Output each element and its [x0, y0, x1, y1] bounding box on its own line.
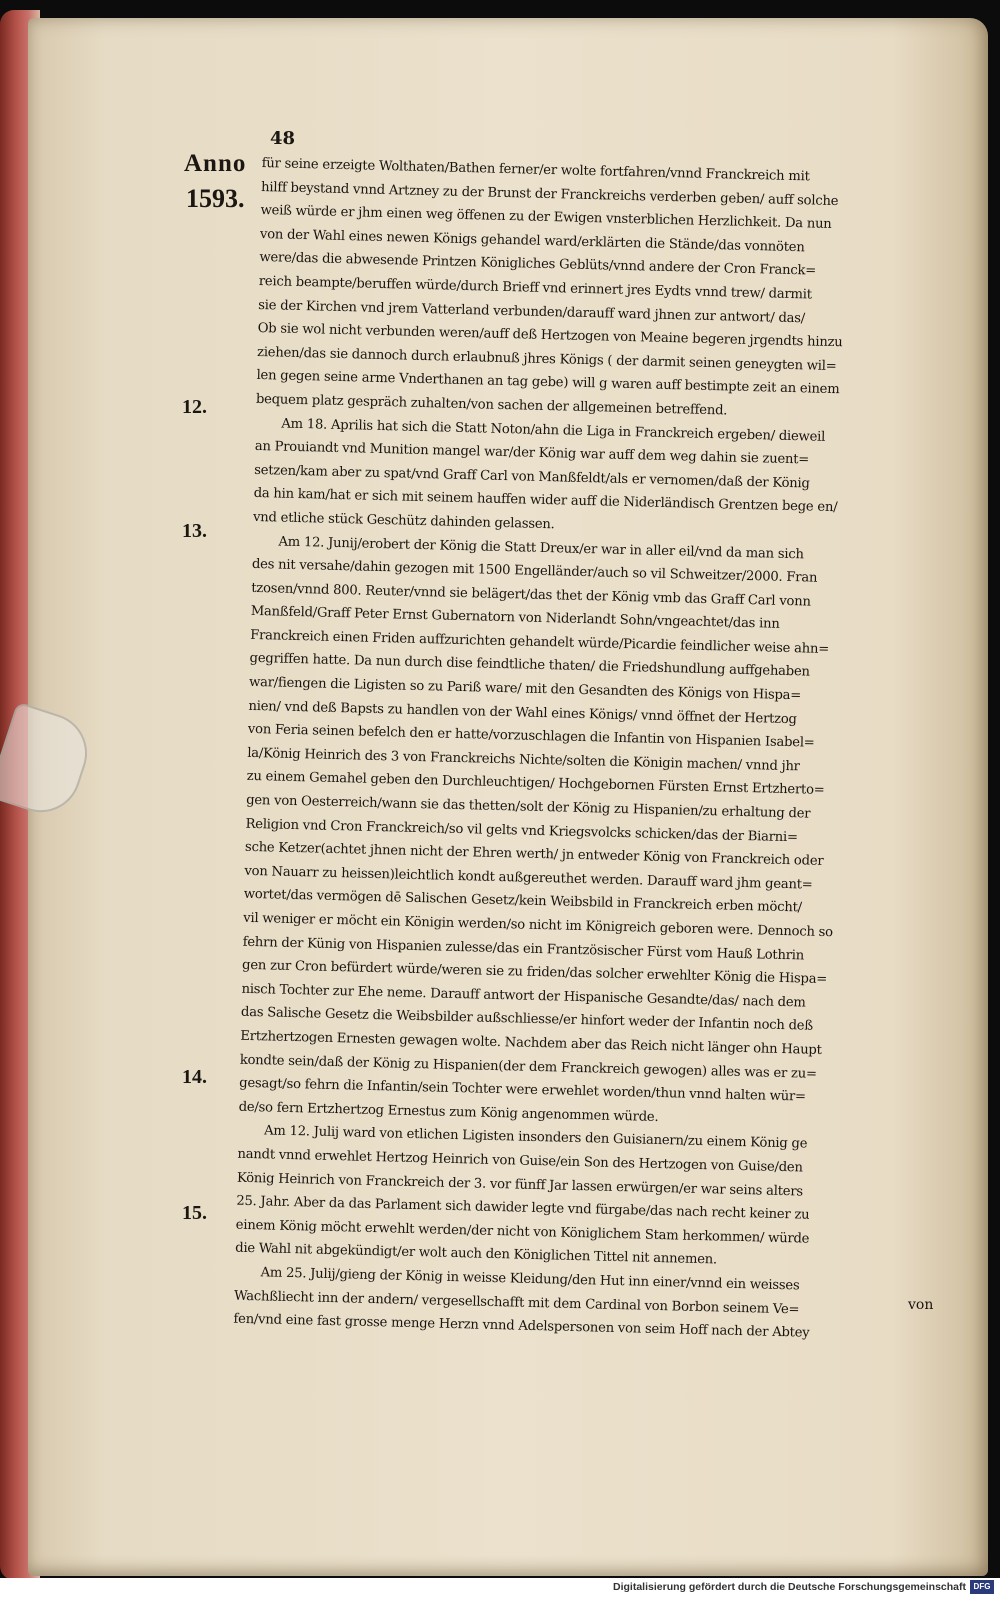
text-line: reich beampte/beruffen würde/durch Brieff vnd erinnert jres Eydts vnnd trew/ darmit: [258, 273, 812, 303]
text-line: tzosen/vnnd 800. Reuter/vnnd sie belägert/das thet der König vmb das Graff Carl vonn: [251, 580, 811, 610]
text-line: vnd etliche stück Geschütz dahinden gelassen.: [252, 509, 555, 533]
text-line: von Feria seinen befelch den er hatte/vorzuschlagen die Infantin von Hispanien Isabel=: [247, 722, 815, 751]
text-line: kondte sein/daß der König zu Hispanien(der dem Franckreich gewogen) alles was er zu=: [239, 1052, 817, 1082]
text-line: setzen/kam aber zu spat/vnd Graff Carl von Manßfeldt/als er vernomen/daß der König: [254, 462, 810, 492]
page-number: 48: [270, 128, 296, 149]
text-line: die Wahl nit abgekündigt/er wolt auch den Königlichen Tittel nit annemen.: [235, 1240, 718, 1268]
text-line: nien/ vnd deß Bapsts zu handlen von der Wahl eines Königs/ vnnd öffnet der Hertzog: [248, 698, 797, 727]
text-line: hilff beystand vnnd Artzney zu der Brunst der Franckreichs verderben geben/ auff solche: [260, 179, 839, 209]
body-text: [233, 152, 954, 1348]
text-line: fen/vnd eine fast grosse menge Herzn vnnd Adelspersonen von seim Hoff nach der Abtey: [233, 1311, 810, 1341]
text-line: gen von Oesterreich/wann sie das thetten/solt der König zu Hispanien/zu erhaltung der: [245, 792, 811, 822]
text-line: war/fiengen die Ligisten so zu Pariß ware/ mit den Gesandten des Königs von Hispa=: [248, 674, 802, 704]
text-line: bequem platz gespräch zuhalten/von sachen der allgemeinen betreffend.: [255, 391, 728, 419]
text-line: sche Ketzer(achtet jhnen nicht der Ehren werth/ jn entweder König von Franckreich oder: [244, 840, 824, 870]
text-line: Ob sie wol nicht verbunden weren/auff deß Hertzogen von Meaine begeren jrgendts hinzu: [257, 321, 843, 351]
text-line: Wachßliecht inn der andern/ vergesellschafft mit dem Cardinal von Borbon seinem Ve=: [233, 1288, 800, 1317]
text-line: Manßfeld/Graff Peter Ernst Gubernatorn von Niderlandt Sohn/vngeachtet/das inn: [250, 604, 780, 633]
text-line: von Nauarr zu heissen)leichtlich kondt außgereuthet werden. Darauff ward jhm geant=: [244, 863, 813, 893]
text-line: das Salische Gesetz die Weibsbilder außschliesse/er hinfort weder der Infantin noch deß: [240, 1005, 814, 1035]
catchword: von: [908, 1297, 934, 1313]
text-line: len gegen seine arme Vnderthanen an tag gebe) will g waren auff bestimpte zeit an einem: [256, 368, 840, 398]
text-line: weiß würde er jhm einen weg öffenen zu der Ewigen vnsterblichen Herzlichkeit. Da nun: [260, 203, 832, 233]
text-line: ziehen/das sie dannoch durch erlaubnuß jhres Königs ( der darmit seinen geneygten wil=: [256, 344, 837, 374]
text-line: Ertzhertzogen Ernesten gewagen wolte. Nachdem aber das Reich nicht länger ohn Haupt: [240, 1028, 822, 1058]
text-line: gen zur Cron befürdert würde/weren sie zu friden/das solcher erwehlter König die Hispa=: [241, 957, 828, 988]
footer-credit: Digitalisierung gefördert durch die Deutsche Forschungsgemeinschaft: [613, 1581, 966, 1593]
text-line: nisch Tochter zur Ehe neme. Darauff antwort der Hispanische Gesandte/das/ nach dem: [241, 981, 806, 1011]
text-line: an Prouiandt vnd Munition mangel war/der König war auff dem weg dahin sie zuent=: [254, 439, 810, 468]
text-line: gesagt/so fehrn die Infantin/sein Tochter were erwehlet worden/thun vnnd halten wür=: [239, 1075, 806, 1105]
text-line: were/das die abwesende Printzen Königliches Geblüts/vnnd andere der Cron Franck=: [259, 250, 817, 279]
text-line: König Heinrich von Franckreich der 3. vor fünff Jar lassen erwürgen/er war seins alters: [236, 1170, 804, 1200]
text-line: einem König möcht erwehlt werden/der nicht von Königlichem Stam herkommen/ würde: [235, 1217, 810, 1247]
text-line: de/so fern Ertzhertzog Ernestus zum König angenommen würde.: [238, 1099, 659, 1125]
text-line: des nit versahe/dahin gezogen mit 1500 Engelländer/auch so vil Schweitzer/2000. Fran: [251, 556, 818, 586]
text-line: nandt vnnd erwehlet Hertzog Heinrich von Guise/ein Son des Hertzogen von Guise/den: [237, 1146, 803, 1176]
text-line: sie der Kirchen vnd jrem Vatterland verbunden/darauff ward jhnen zur antwort/ das/: [258, 297, 806, 326]
text-line: wortet/das vermögen dē Salischen Gesetz/kein Weibsbild in Franckreich erben möcht/: [243, 887, 802, 916]
marginal-number-15: 15.: [182, 1202, 207, 1224]
text-line: Am 12. Junij/erobert der König die Statt Dreux/er war in aller eil/vnd da man sich: [278, 534, 804, 562]
text-line: vil weniger er möcht ein Königin werden/so nicht im Königreich geboren were. Dennoch so: [243, 910, 834, 941]
text-line: Franckreich einen Friden auffzurichten gehandelt würde/Picardie feindlicher weise ahn=: [250, 627, 830, 657]
text-line: la/König Heinrich des 3 von Franckreichs Nichte/solten die Königin machen/ vnnd jhr: [247, 745, 800, 775]
marginal-number-12: 12.: [182, 396, 207, 418]
anno-label: Anno: [184, 150, 247, 177]
text-line: von der Wahl eines newen Königs gehandel ward/erklärten die Stände/das vonnöten: [259, 226, 805, 256]
year-label: 1593.: [186, 184, 245, 213]
text-line: für seine erzeigte Wolthaten/Bathen ferner/er wolte fortfahren/vnnd Franckreich mit: [261, 155, 810, 185]
text-line: zu einem Gemahel geben den Durchleuchtigen/ Hochgebornen Fürsten Ernst Ertzherto=: [246, 769, 825, 799]
text-line: gegriffen hatte. Da nun durch dise feindtliche thaten/ die Friedshundlung auffgehaben: [249, 651, 810, 681]
text-line: fehrn der Künig von Hispanien zulesse/das ein Frantzösischer Fürst vom Hauß Lothrin: [242, 934, 805, 964]
text-line: 25. Jahr. Aber da das Parlament sich dawider legte vnd fürgabe/das nach recht keiner zu: [236, 1193, 810, 1223]
text-line: Religion vnd Cron Franckreich/so vil gelts vnd Kriegsvolcks schicken/das der Biarni=: [245, 816, 798, 845]
dfg-logo: DFG: [970, 1580, 994, 1594]
text-line: Am 25. Julij/gieng der König in weisse Kleidung/den Hut inn einer/vnnd ein weisses: [260, 1265, 800, 1294]
text-line: Am 18. Aprilis hat sich die Statt Noton/ahn die Liga in Franckreich ergeben/ dieweil: [281, 416, 826, 445]
text-line: da hin kam/hat er sich mit seinem hauffen wider auff die Niderländisch Grentzen bege en/: [253, 486, 838, 516]
marginal-number-13: 13.: [182, 520, 207, 542]
marginal-number-14: 14.: [182, 1066, 207, 1088]
text-line: Am 12. Julij ward von etlichen Ligisten insonders den Guisianern/zu einem König ge: [263, 1123, 808, 1152]
